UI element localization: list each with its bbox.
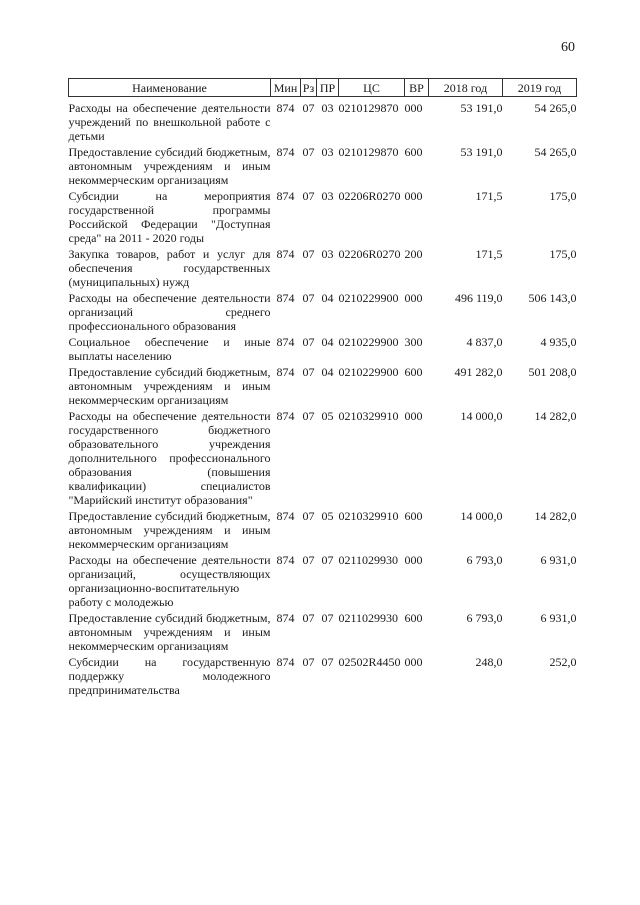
header-2019: 2019 год <box>503 79 577 97</box>
row-rz: 07 <box>302 365 315 379</box>
row-vr: 000 <box>404 655 423 669</box>
row-pr: 03 <box>321 145 334 159</box>
row-2018: 14 000,0 <box>460 409 503 423</box>
page-number: 60 <box>561 40 575 55</box>
table-row <box>69 245 577 289</box>
row-pr: 04 <box>321 365 334 379</box>
row-min: 874 <box>276 553 295 567</box>
row-cs: 0210329910 <box>338 409 399 423</box>
row-name: Социальное обеспечение и иные выплаты населению <box>68 335 271 363</box>
row-name: Расходы на обеспечение деятельности учреждений по внешкольной работе с детьми <box>68 101 271 143</box>
header-name: Наименование <box>69 79 271 97</box>
row-vr: 200 <box>404 247 423 261</box>
table-row <box>69 407 577 507</box>
row-cs: 0210329910 <box>338 509 399 523</box>
row-2018: 248,0 <box>475 655 503 669</box>
row-pr: 07 <box>321 553 334 567</box>
row-name: Субсидии на государственную поддержку молодежного предпринимательства <box>68 655 271 697</box>
row-2018: 6 793,0 <box>466 553 503 567</box>
row-vr: 000 <box>404 409 423 423</box>
row-min: 874 <box>276 291 295 305</box>
header-pr: ПР <box>317 79 339 97</box>
row-min: 874 <box>276 335 295 349</box>
row-2019: 506 143,0 <box>528 291 577 305</box>
row-2019: 14 282,0 <box>534 509 577 523</box>
row-cs: 0210229900 <box>338 335 399 349</box>
row-vr: 000 <box>404 291 423 305</box>
row-name: Расходы на обеспечение деятельности организаций, осуществляющих организационно-воспитательную работу с молодежью <box>68 553 271 609</box>
row-2019: 14 282,0 <box>534 409 577 423</box>
table-row <box>69 143 577 187</box>
row-2019: 175,0 <box>549 247 577 261</box>
row-vr: 600 <box>404 611 423 625</box>
row-rz: 07 <box>302 611 315 625</box>
table-row <box>69 363 577 407</box>
table-row <box>69 333 577 363</box>
row-pr: 03 <box>321 247 334 261</box>
table-row <box>69 187 577 245</box>
row-2019: 175,0 <box>549 189 577 203</box>
table-body <box>69 97 577 698</box>
row-name: Субсидии на мероприятия государственной программы Российской Федерации "Доступная среда" на 2011 - 2020 годы <box>68 189 271 245</box>
row-pr: 04 <box>321 291 334 305</box>
row-2019: 252,0 <box>549 655 577 669</box>
row-vr: 600 <box>404 509 423 523</box>
row-name: Расходы на обеспечение деятельности организаций среднего профессионального образования <box>68 291 271 333</box>
row-pr: 05 <box>321 409 334 423</box>
row-rz: 07 <box>302 101 315 115</box>
row-name: Предоставление субсидий бюджетным, автономным учреждениям и иным некоммерческим организациям <box>68 365 271 407</box>
row-min: 874 <box>276 247 295 261</box>
budget-table <box>68 78 577 697</box>
header-rz: Рз <box>301 79 317 97</box>
row-min: 874 <box>276 509 295 523</box>
row-pr: 04 <box>321 335 334 349</box>
row-vr: 600 <box>404 145 423 159</box>
row-rz: 07 <box>302 509 315 523</box>
row-min: 874 <box>276 145 295 159</box>
row-cs: 02206R0270 <box>338 247 401 261</box>
row-rz: 07 <box>302 335 315 349</box>
row-2018: 6 793,0 <box>466 611 503 625</box>
row-pr: 03 <box>321 101 334 115</box>
row-cs: 0211029930 <box>338 611 399 625</box>
row-2018: 171,5 <box>475 247 503 261</box>
row-2018: 53 191,0 <box>460 101 503 115</box>
row-2018: 14 000,0 <box>460 509 503 523</box>
row-2019: 54 265,0 <box>534 145 577 159</box>
table-header <box>69 79 577 97</box>
row-2018: 53 191,0 <box>460 145 503 159</box>
row-pr: 05 <box>321 509 334 523</box>
row-cs: 02206R0270 <box>338 189 401 203</box>
row-rz: 07 <box>302 291 315 305</box>
row-vr: 300 <box>404 335 423 349</box>
row-pr: 03 <box>321 189 334 203</box>
table-row <box>69 289 577 333</box>
row-min: 874 <box>276 409 295 423</box>
row-rz: 07 <box>302 145 315 159</box>
table-row <box>69 99 577 143</box>
header-vr: ВР <box>405 79 429 97</box>
table-row <box>69 507 577 551</box>
row-min: 874 <box>276 365 295 379</box>
row-min: 874 <box>276 101 295 115</box>
row-cs: 0210229900 <box>338 365 399 379</box>
header-min: Мин <box>271 79 301 97</box>
row-rz: 07 <box>302 247 315 261</box>
row-rz: 07 <box>302 189 315 203</box>
row-rz: 07 <box>302 409 315 423</box>
header-2018: 2018 год <box>429 79 503 97</box>
header-cs: ЦС <box>339 79 405 97</box>
row-2019: 6 931,0 <box>540 553 577 567</box>
row-2018: 491 282,0 <box>454 365 503 379</box>
row-vr: 600 <box>404 365 423 379</box>
table-row <box>69 551 577 609</box>
row-pr: 07 <box>321 655 334 669</box>
row-min: 874 <box>276 611 295 625</box>
row-cs: 0210129870 <box>338 101 399 115</box>
row-name: Предоставление субсидий бюджетным, автономным учреждениям и иным некоммерческим организациям <box>68 611 271 653</box>
row-rz: 07 <box>302 655 315 669</box>
row-2018: 496 119,0 <box>454 291 503 305</box>
table-row <box>69 609 577 653</box>
row-cs: 0210129870 <box>338 145 399 159</box>
row-min: 874 <box>276 655 295 669</box>
table-row <box>69 653 577 697</box>
row-name: Закупка товаров, работ и услуг для обеспечения государственных (муниципальных) нужд <box>68 247 271 289</box>
row-name: Предоставление субсидий бюджетным, автономным учреждениям и иным некоммерческим организациям <box>68 145 271 187</box>
row-pr: 07 <box>321 611 334 625</box>
row-cs: 0210229900 <box>338 291 399 305</box>
row-min: 874 <box>276 189 295 203</box>
row-cs: 0211029930 <box>338 553 399 567</box>
row-vr: 000 <box>404 553 423 567</box>
row-2019: 6 931,0 <box>540 611 577 625</box>
row-vr: 000 <box>404 189 423 203</box>
row-vr: 000 <box>404 101 423 115</box>
row-name: Расходы на обеспечение деятельности государственного бюджетного образовательного учреждения дополнительного профессионального образования (повышения квалификации) специалистов "Марийский институт образования" <box>68 409 271 507</box>
row-2018: 171,5 <box>475 189 503 203</box>
row-2018: 4 837,0 <box>466 335 503 349</box>
row-cs: 02502R4450 <box>338 655 401 669</box>
row-rz: 07 <box>302 553 315 567</box>
row-2019: 54 265,0 <box>534 101 577 115</box>
row-2019: 501 208,0 <box>528 365 577 379</box>
row-2019: 4 935,0 <box>540 335 577 349</box>
row-name: Предоставление субсидий бюджетным, автономным учреждениям и иным некоммерческим организациям <box>68 509 271 551</box>
